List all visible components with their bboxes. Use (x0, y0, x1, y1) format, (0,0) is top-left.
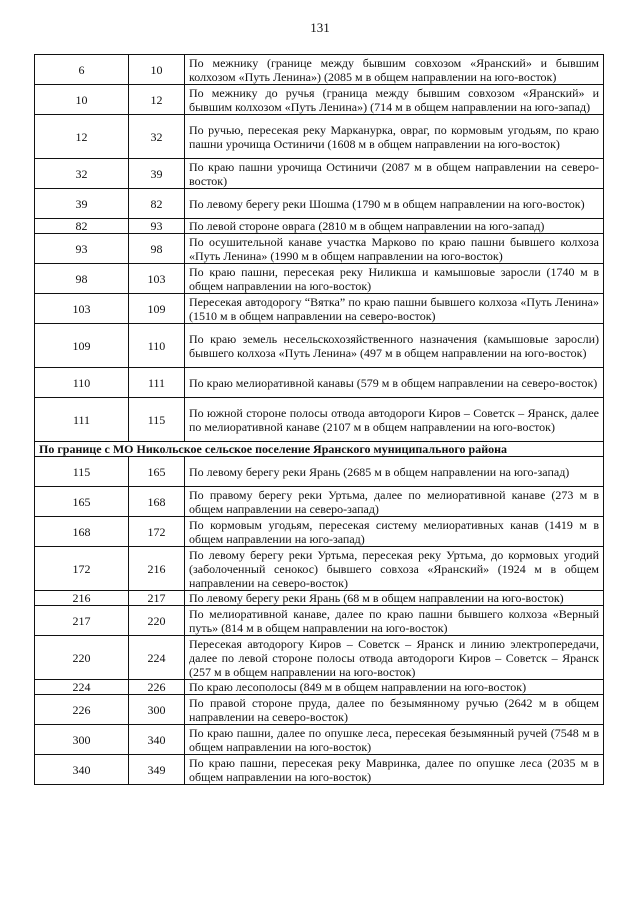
point-to-cell: 39 (129, 159, 185, 189)
point-to-cell: 82 (129, 189, 185, 219)
description-cell: Пересекая автодорогу Киров – Советск – Яранск и линию электропередачи, далее по левой стороне полосы отвода автодороги Киров – Советск – Яранск (257 м в общем направлении на юго-восток) (185, 636, 604, 680)
table-row (35, 695, 604, 725)
boundary-table (34, 54, 604, 785)
point-to-cell: 168 (129, 487, 185, 517)
point-from-cell: 224 (35, 680, 129, 695)
table-row (35, 755, 604, 785)
table-row (35, 264, 604, 294)
description-cell: По левому берегу реки Ярань (68 м в общем направлении на юго-восток) (185, 591, 604, 606)
point-from-cell: 103 (35, 294, 129, 324)
table-row (35, 159, 604, 189)
point-from-cell: 115 (35, 457, 129, 487)
table-row (35, 85, 604, 115)
description-cell: По правой стороне пруда, далее по безымянному ручью (2642 м в общем направлении на северо-восток) (185, 695, 604, 725)
description-cell: По левому берегу реки Уртьма, пересекая реку Уртьма, до кормовых угодий (заболоченный сенокос) бывшего совхоза «Яранский» (1924 м в общем направлении на северо-восток) (185, 547, 604, 591)
description-cell: По правому берегу реки Уртьма, далее по мелиоративной канаве (273 м в общем направлении на северо-запад) (185, 487, 604, 517)
point-to-cell: 172 (129, 517, 185, 547)
description-cell: По левой стороне оврага (2810 м в общем направлении на юго-запад) (185, 219, 604, 234)
point-to-cell: 226 (129, 680, 185, 695)
point-to-cell: 300 (129, 695, 185, 725)
point-from-cell: 6 (35, 55, 129, 85)
table-row (35, 517, 604, 547)
table-row (35, 398, 604, 442)
point-to-cell: 32 (129, 115, 185, 159)
table-row (35, 234, 604, 264)
description-cell: По краю пашни, далее по опушке леса, пересекая безымянный ручей (7548 м в общем направлении на юго-восток) (185, 725, 604, 755)
section-heading-row (35, 442, 604, 457)
point-from-cell: 98 (35, 264, 129, 294)
table-row (35, 219, 604, 234)
description-cell: По мелиоративной канаве, далее по краю пашни бывшего колхоза «Верный путь» (814 м в общем направлении на юго-восток) (185, 606, 604, 636)
description-cell: По левому берегу реки Ярань (2685 м в общем направлении на юго-запад) (185, 457, 604, 487)
table-row (35, 680, 604, 695)
description-cell: По ручью, пересекая реку Маркануpка, овраг, по кормовым угодьям, по краю пашни урочища Остиничи (1608 м в общем направлении на юго-восток) (185, 115, 604, 159)
point-from-cell: 172 (35, 547, 129, 591)
description-cell: Пересекая автодорогу “Вятка” по краю пашни бывшего колхоза «Путь Ленина» (1510 м в общем направлении на северо-восток) (185, 294, 604, 324)
description-cell: По краю пашни урочища Остиничи (2087 м в общем направлении на северо-восток) (185, 159, 604, 189)
point-to-cell: 349 (129, 755, 185, 785)
point-from-cell: 110 (35, 368, 129, 398)
point-to-cell: 12 (129, 85, 185, 115)
point-to-cell: 103 (129, 264, 185, 294)
point-from-cell: 93 (35, 234, 129, 264)
point-to-cell: 340 (129, 725, 185, 755)
point-to-cell: 220 (129, 606, 185, 636)
description-cell: По межнику (границе между бывшим совхозом «Яранский» и бывшим колхозом «Путь Ленина») (2085 м в общем направлении на юго-восток) (185, 55, 604, 85)
description-cell: По южной стороне полосы отвода автодороги Киров – Советск – Яранск, далее по мелиоративной канаве (2107 м в общем направлении на юго-восток) (185, 398, 604, 442)
point-from-cell: 168 (35, 517, 129, 547)
table-row (35, 189, 604, 219)
point-to-cell: 115 (129, 398, 185, 442)
section-heading: По границе с МО Никольское сельское поселение Яранского муниципального района (35, 442, 604, 457)
description-cell: По левому берегу реки Шошма (1790 м в общем направлении на юго-восток) (185, 189, 604, 219)
description-cell: По осушительной канаве участка Марково по краю пашни бывшего колхоза «Путь Ленина» (1990 м в общем направлении на юго-восток) (185, 234, 604, 264)
point-from-cell: 32 (35, 159, 129, 189)
table-row (35, 55, 604, 85)
point-from-cell: 39 (35, 189, 129, 219)
table-row (35, 725, 604, 755)
point-from-cell: 340 (35, 755, 129, 785)
table-row (35, 547, 604, 591)
point-to-cell: 217 (129, 591, 185, 606)
table-row (35, 324, 604, 368)
table-row (35, 636, 604, 680)
table-row (35, 368, 604, 398)
point-from-cell: 111 (35, 398, 129, 442)
point-from-cell: 217 (35, 606, 129, 636)
table-row (35, 115, 604, 159)
description-cell: По краю мелиоративной канавы (579 м в общем направлении на северо-восток) (185, 368, 604, 398)
point-to-cell: 111 (129, 368, 185, 398)
description-cell: По кормовым угодьям, пересекая систему мелиоративных канав (1419 м в общем направлении на юго-запад) (185, 517, 604, 547)
point-to-cell: 109 (129, 294, 185, 324)
point-to-cell: 10 (129, 55, 185, 85)
point-from-cell: 10 (35, 85, 129, 115)
point-from-cell: 216 (35, 591, 129, 606)
point-to-cell: 110 (129, 324, 185, 368)
point-from-cell: 226 (35, 695, 129, 725)
point-from-cell: 82 (35, 219, 129, 234)
description-cell: По краю пашни, пересекая реку Мавринка, далее по опушке леса (2035 м в общем направлении на юго-восток) (185, 755, 604, 785)
description-cell: По краю лесополосы (849 м в общем направлении на юго-восток) (185, 680, 604, 695)
table-row (35, 606, 604, 636)
table-row (35, 457, 604, 487)
boundary-rows-bottom (35, 457, 604, 785)
boundary-rows-top (35, 55, 604, 442)
point-to-cell: 98 (129, 234, 185, 264)
section-group (35, 442, 604, 457)
table-row (35, 591, 604, 606)
point-to-cell: 216 (129, 547, 185, 591)
table-row (35, 487, 604, 517)
point-from-cell: 165 (35, 487, 129, 517)
description-cell: По межнику до ручья (граница между бывшим совхозом «Яранский» и бывшим колхозом «Путь Ленина») (714 м в общем направлении на юго-запад) (185, 85, 604, 115)
description-cell: По краю земель несельскохозяйственного назначения (камышовые заросли) бывшего колхоза «Путь Ленина» (497 м в общем направлении на юго-восток) (185, 324, 604, 368)
point-to-cell: 165 (129, 457, 185, 487)
point-from-cell: 300 (35, 725, 129, 755)
point-from-cell: 109 (35, 324, 129, 368)
point-from-cell: 220 (35, 636, 129, 680)
point-to-cell: 224 (129, 636, 185, 680)
point-to-cell: 93 (129, 219, 185, 234)
page-number: 131 (310, 20, 330, 35)
point-from-cell: 12 (35, 115, 129, 159)
table-row (35, 294, 604, 324)
description-cell: По краю пашни, пересекая реку Ниликша и камышовые заросли (1740 м в общем направлении на юго-восток) (185, 264, 604, 294)
